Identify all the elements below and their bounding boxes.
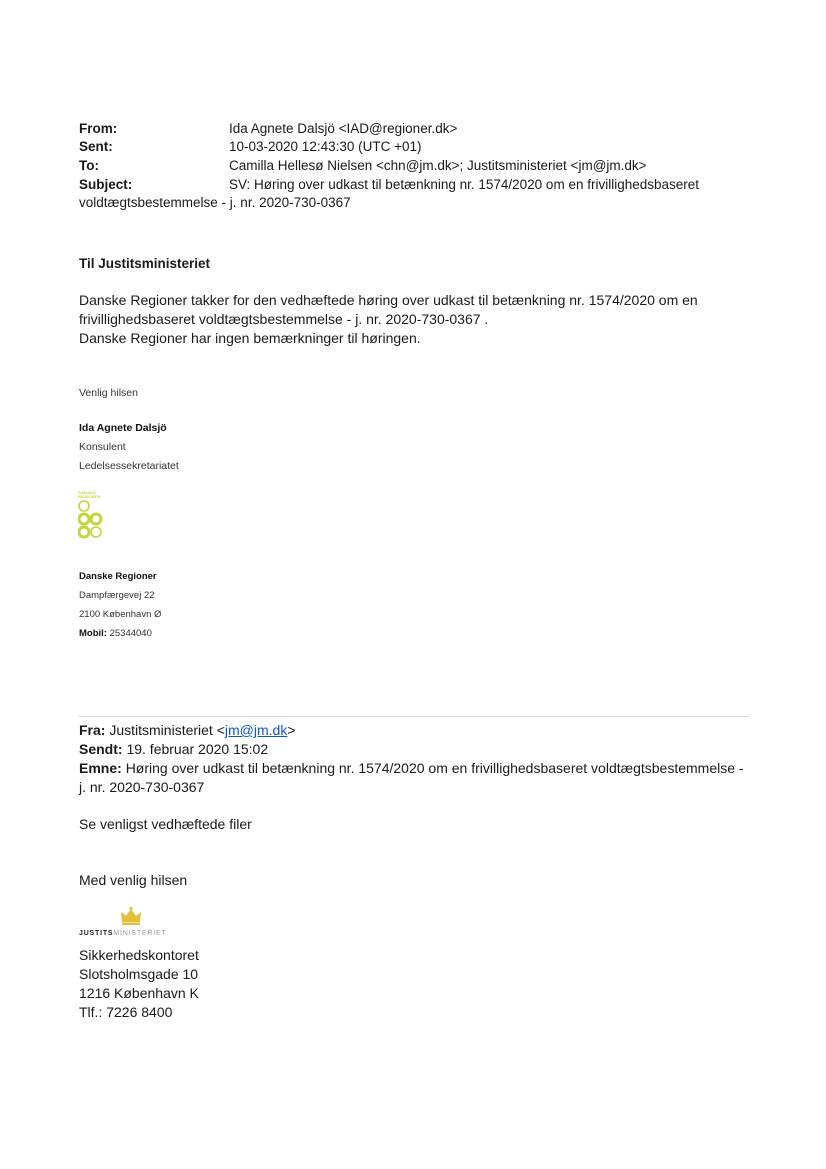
fra-name: Justitsministeriet <	[109, 722, 225, 738]
fra-label: Fra:	[79, 722, 106, 738]
sent-label: Sent:	[79, 139, 113, 154]
office-city: 1216 København K	[79, 985, 199, 1001]
reply-closing: Venlig hilsen	[79, 387, 138, 399]
original-sendt-line	[79, 740, 268, 759]
danske-regioner-logo	[78, 491, 108, 545]
fra-email-link[interactable]: jm@jm.dk	[224, 722, 288, 738]
reply-para-line2: frivillighedsbaseret voldtægtsbestemmelse - j. nr. 2020-730-0367 .	[79, 311, 489, 327]
mobile-label: Mobil:	[79, 628, 107, 639]
org-name: Danske Regioner	[79, 571, 157, 582]
greeting: Til Justitsministeriet	[79, 256, 211, 271]
emne-label: Emne:	[79, 760, 122, 776]
sendt-value: 19. februar 2020 15:02	[126, 741, 269, 757]
justitsministeriet-logo	[79, 906, 189, 942]
reply-para-line1: Danske Regioner takker for den vedhæftede høring over udkast til betænkning nr. 1574/2020 om en	[79, 292, 698, 308]
office-name: Sikkerhedskontoret	[79, 947, 199, 963]
signature-name: Ida Agnete Dalsjö	[79, 422, 167, 434]
crown-icon	[119, 906, 143, 926]
reply-para-line3: Danske Regioner har ingen bemærkninger til høringen.	[79, 330, 421, 346]
mobile-value: 25344040	[109, 628, 152, 639]
wordmark-ministeriet: MINISTERIET	[113, 930, 167, 937]
sendt-label: Sendt:	[79, 741, 123, 757]
emne-value-line1: Høring over udkast til betænkning nr. 1574/2020 om en frivillighedsbaseret voldtægtsbestemmelse -	[125, 760, 744, 776]
ministry-wordmark	[79, 930, 167, 937]
office-phone: Tlf.: 7226 8400	[79, 1004, 173, 1020]
wordmark-justits: JUSTITS	[79, 930, 114, 937]
fra-close: >	[287, 722, 296, 738]
original-closing: Med venlig hilsen	[79, 872, 188, 888]
subject-value-line2: voldtægtsbestemmelse - j. nr. 2020-730-0367	[79, 195, 351, 210]
office-street: Slotsholmsgade 10	[79, 966, 199, 982]
original-body: Se venligst vedhæftede filer	[79, 816, 252, 832]
org-mobile	[79, 624, 152, 643]
from-value: Ida Agnete Dalsjö <IAD@regioner.dk>	[229, 121, 458, 136]
org-city: 2100 København Ø	[79, 609, 162, 620]
original-fra-line	[79, 721, 296, 740]
from-label: From:	[79, 121, 118, 136]
logo-text-danske: DANSKE	[78, 490, 97, 495]
message-divider	[79, 716, 750, 717]
subject-value-line1: SV: Høring over udkast til betænkning nr. 1574/2020 om en frivillighedsbaseret	[229, 177, 700, 192]
to-value: Camilla Hellesø Nielsen <chn@jm.dk>; Justitsministeriet <jm@jm.dk>	[229, 158, 647, 173]
original-emne-line	[79, 759, 744, 778]
sent-value: 10-03-2020 12:43:30 (UTC +01)	[229, 139, 422, 154]
subject-label: Subject:	[79, 177, 133, 192]
to-label: To:	[79, 158, 99, 173]
org-street: Dampfærgevej 22	[79, 590, 155, 601]
emne-value-line2: j. nr. 2020-730-0367	[79, 779, 205, 795]
signature-department: Ledelsessekretariatet	[79, 460, 179, 472]
logo-circles	[78, 499, 108, 545]
signature-title: Konsulent	[79, 441, 126, 453]
logo-text-regioner: REGIONER	[78, 494, 101, 499]
